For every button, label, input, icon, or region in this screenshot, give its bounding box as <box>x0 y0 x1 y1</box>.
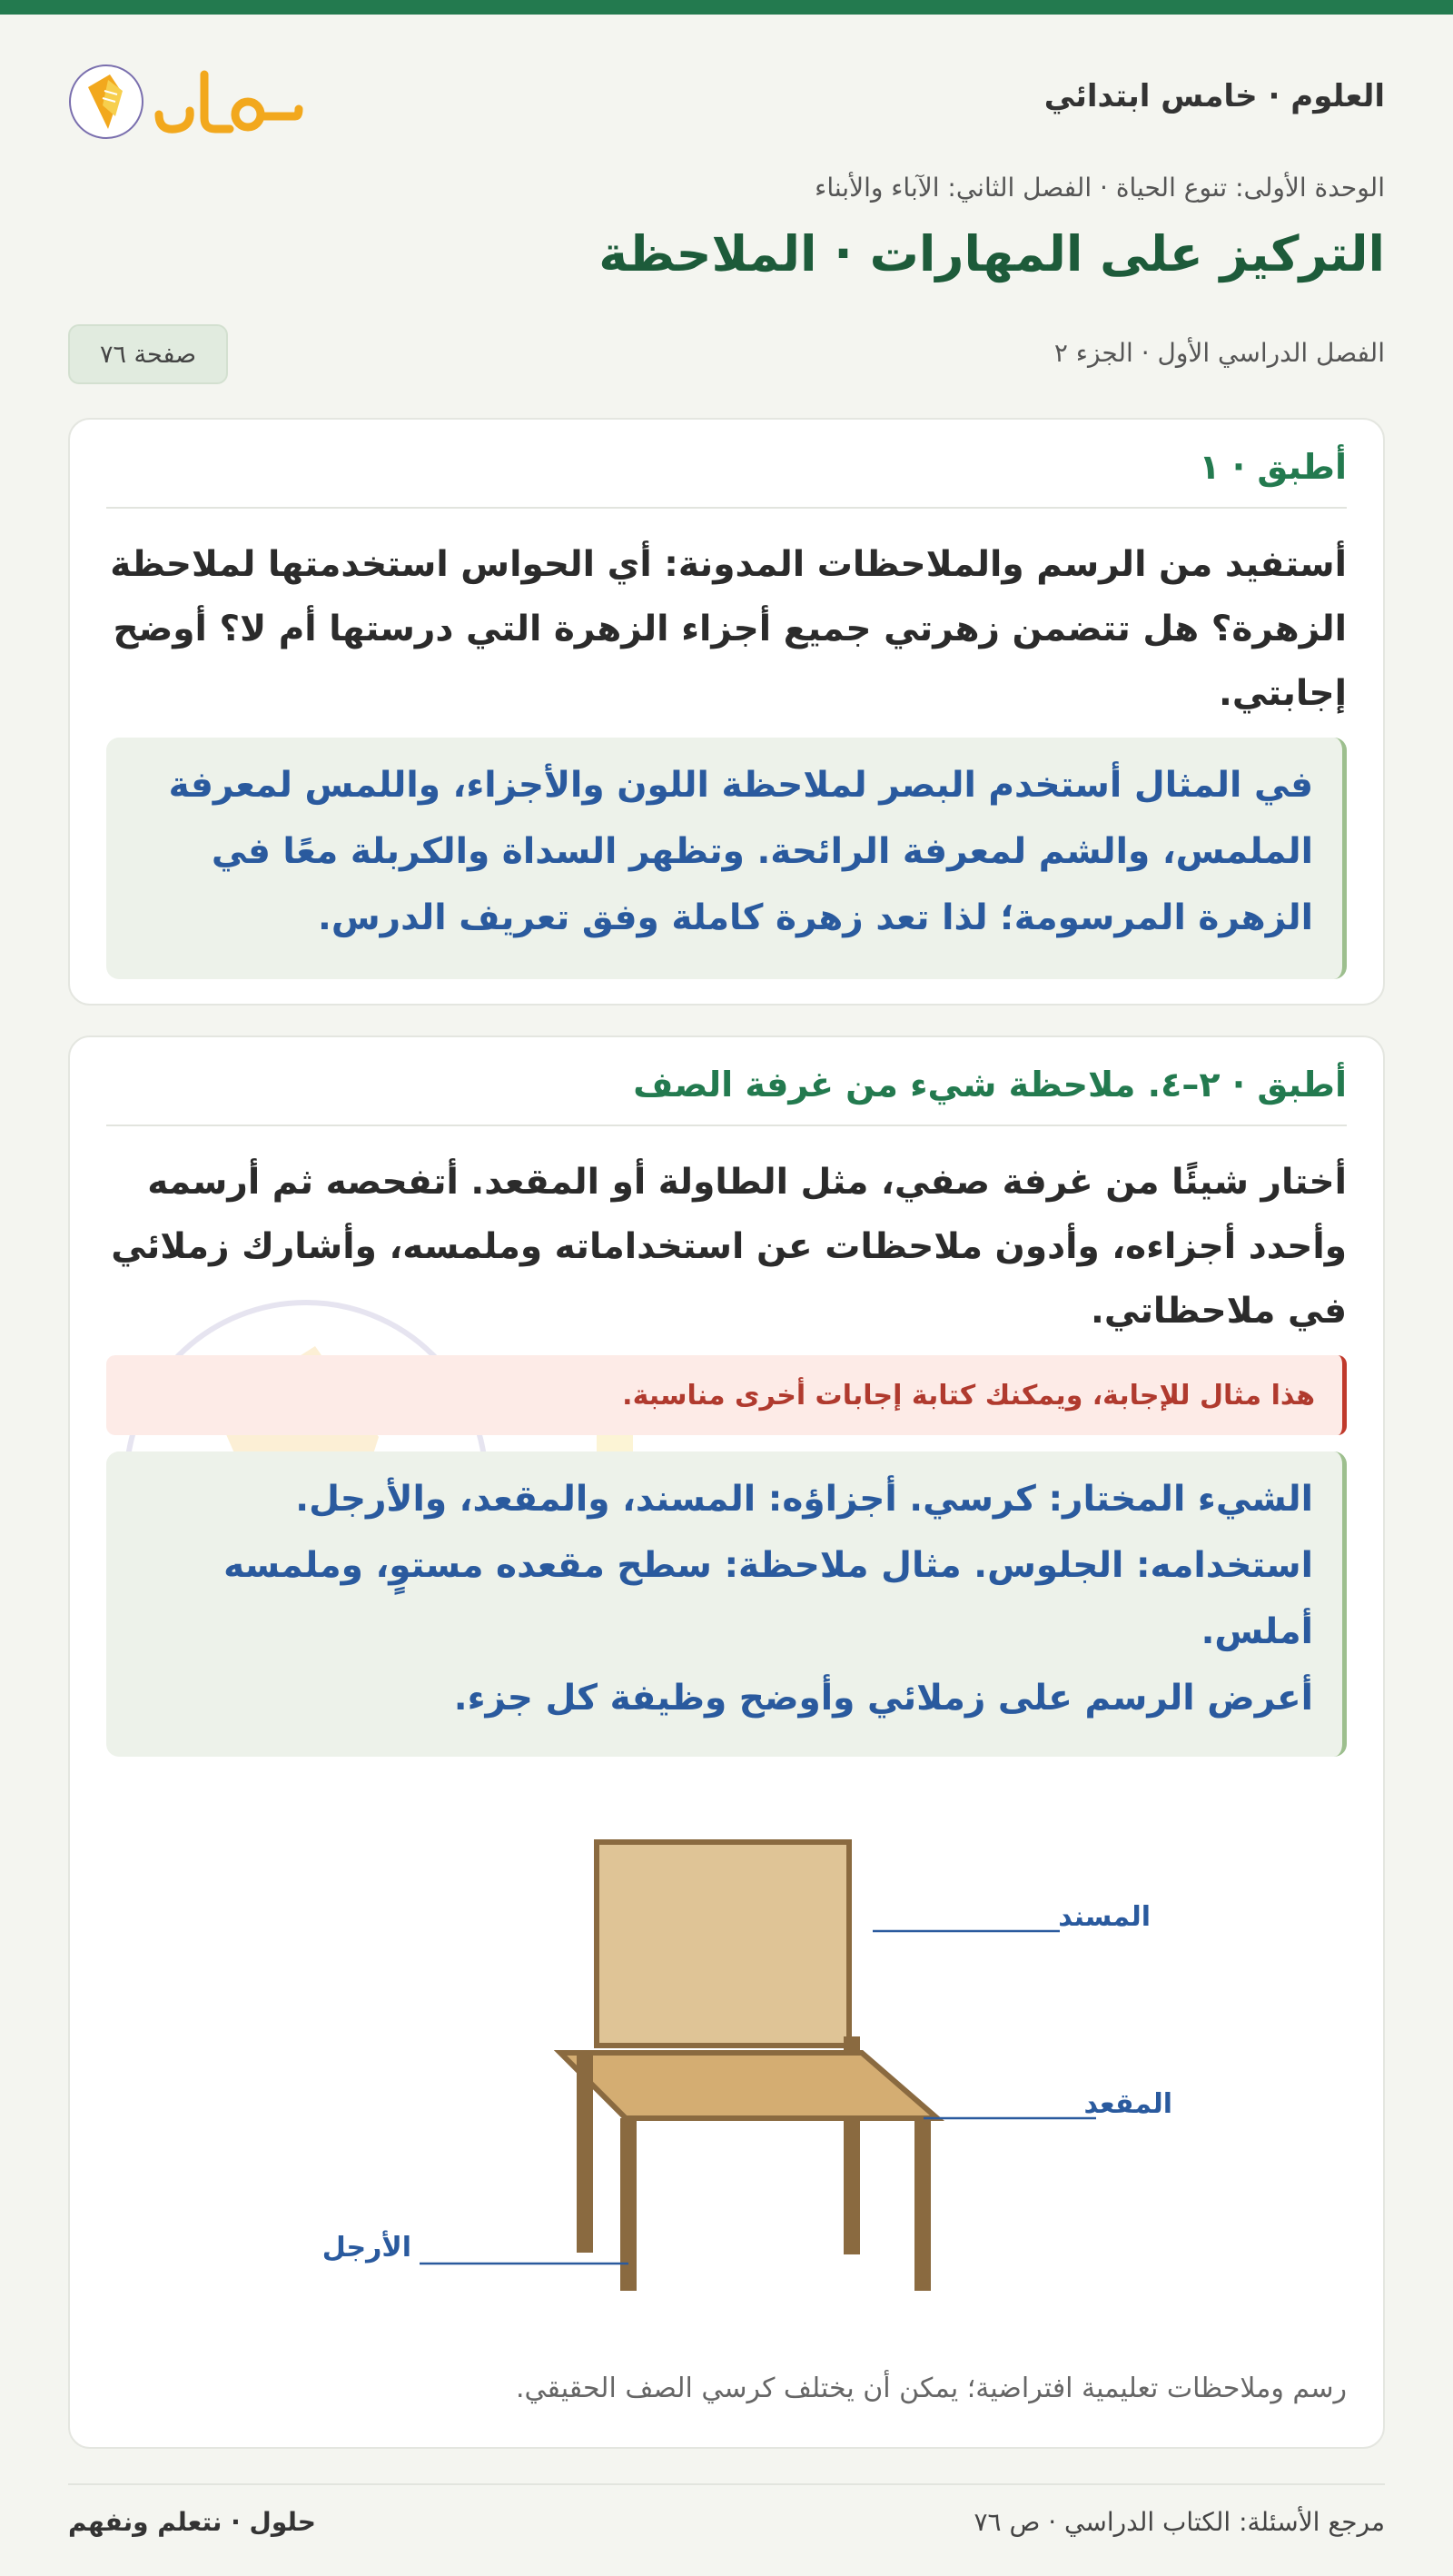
answer-line-object: الشيء المختار: كرسي. أجزاؤه: المسند، والمقعد، والأرجل. <box>295 1479 1313 1520</box>
exercise-card-2 <box>68 1035 1385 2449</box>
label-legs: الأرجل <box>321 2232 411 2264</box>
label-seat: المقعد <box>1083 2088 1172 2120</box>
hulul-logo <box>68 51 304 147</box>
chair-drawing <box>70 1809 1385 2318</box>
exercise-2-question: أختار شيئًا من غرفة صفي، مثل الطاولة أو المقعد. أتفحصه ثم أرسمه وأحدد أجزاءه، وأدون ملاحظات عن استخداماته وملمسه، وأشارك زملائي في ملاحظاتي. <box>111 1162 1347 1332</box>
exercise-1-answer: في المثال أستخدم البصر لملاحظة اللون والأجزاء، واللمس لمعرفة الملمس، والشم لمعرفة الرائحة. وتظهر السداة والكربلة معًا في الزهرة المرسومة؛ لذا تعد زهرة كاملة وفق تعريف الدرس. <box>106 738 1347 979</box>
chair-backrest <box>597 1842 849 2046</box>
exercise-1-title: أطبق · ١ <box>1199 447 1347 487</box>
term-label: الفصل الدراسي الأول · الجزء ٢ <box>1053 338 1385 368</box>
footer-reference: مرجع الأسئلة: الكتاب الدراسي · ص ٧٦ <box>974 2507 1385 2537</box>
chair-leg-back-left <box>577 2053 593 2253</box>
footer-divider <box>68 2483 1385 2485</box>
unit-breadcrumb: الوحدة الأولى: تنوع الحياة · الفصل الثاني: الآباء والأبناء <box>815 173 1385 203</box>
divider <box>106 507 1347 509</box>
chair-seat <box>560 2053 937 2118</box>
page-title: التركيز على المهارات · الملاحظة <box>598 225 1385 282</box>
subject-label: العلوم · خامس ابتدائي <box>1043 78 1385 114</box>
top-accent-bar <box>0 0 1453 15</box>
label-backrest: المسند <box>1058 1901 1151 1933</box>
example-answer-note: هذا مثال للإجابة، ويمكنك كتابة إجابات أخرى مناسبة. <box>106 1355 1347 1435</box>
footer-brand: حلول · نتعلم ونفهم <box>68 2507 316 2537</box>
exercise-2-title: أطبق · ٢–٤. ملاحظة شيء من غرفة الصف <box>633 1065 1347 1105</box>
exercise-2-answer <box>106 1451 1347 1757</box>
answer-line-share: أعرض الرسم على زملائي وأوضح وظيفة كل جزء. <box>453 1678 1313 1719</box>
drawing-caption: رسم وملاحظات تعليمية افتراضية؛ يمكن أن يختلف كرسي الصف الحقيقي. <box>516 2373 1347 2404</box>
chair-leg-front-right <box>914 2118 931 2291</box>
exercise-card-1 <box>68 418 1385 1006</box>
exercise-1-question: أستفيد من الرسم والملاحظات المدونة: أي الحواس استخدمتها لملاحظة الزهرة؟ هل تتضمن زهرتي جميع أجزاء الزهرة التي درستها أم لا؟ أوضح إجابتي. <box>110 544 1347 714</box>
divider <box>106 1125 1347 1126</box>
page-header <box>68 51 1385 147</box>
page-number-badge: صفحة ٧٦ <box>68 324 228 384</box>
answer-line-usage: استخدامه: الجلوس. مثال ملاحظة: سطح مقعده مستوٍ، وملمسه أملس. <box>223 1545 1313 1652</box>
chair-leg-front-left <box>620 2118 637 2291</box>
